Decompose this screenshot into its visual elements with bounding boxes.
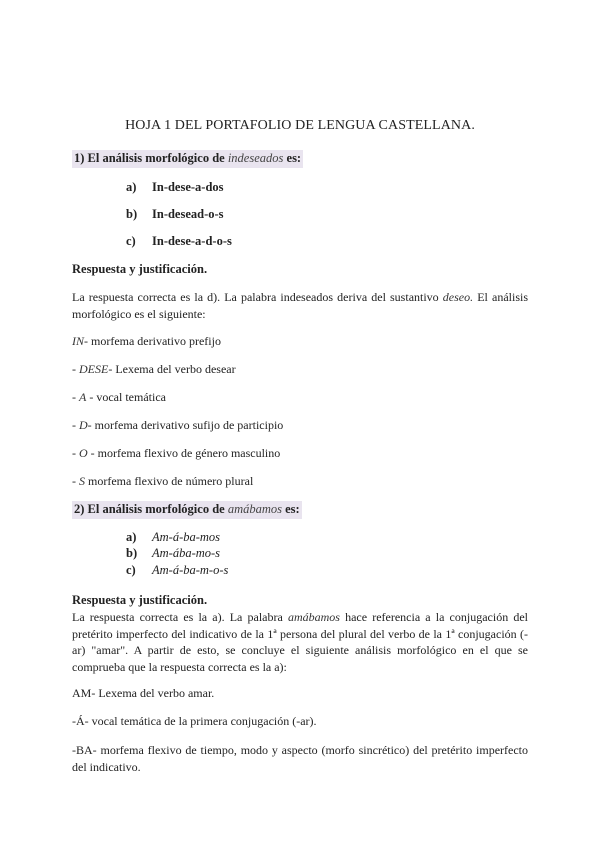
- option-text: Am-á-ba-m-o-s: [152, 563, 229, 577]
- analysis-line: [72, 418, 283, 433]
- analysis-morph: D: [79, 418, 88, 432]
- answer-intro-word: deseo.: [442, 290, 474, 304]
- question-2-option-b: [126, 546, 220, 561]
- analysis-desc: - morfema flexivo de género masculino: [87, 446, 281, 460]
- question-2-option-c: [126, 563, 228, 578]
- option-letter: a): [126, 530, 137, 544]
- option-letter: c): [126, 563, 136, 577]
- answer-text-2: hace referencia a la conjugación del pretérito imperfecto del indicativo de la 1ª persona del plural del verbo de la 1ª conjugación (-ar) "amar". A partir de esto, se concluye el siguiente análisis morfológico en el que se comprueba que la respuesta correcta es la a):: [72, 610, 528, 674]
- question-2-suffix: es:: [282, 502, 300, 516]
- question-1-answer-intro: [72, 289, 528, 322]
- analysis-pre: -: [72, 418, 79, 432]
- analysis-line: [72, 474, 253, 489]
- option-text: Am-á-ba-mos: [152, 530, 221, 544]
- option-text: In-dese-a-dos: [152, 180, 224, 194]
- analysis-line: [72, 334, 221, 349]
- question-1-option-b: [126, 207, 224, 222]
- analysis-morph: IN: [72, 334, 84, 348]
- analysis-line: -BA- morfema flexivo de tiempo, modo y aspecto (morfo sincrético) del pretérito imperfecto del indicativo.: [72, 743, 528, 774]
- analysis-line: -Á- vocal temática de la primera conjugación (-ar).: [72, 714, 317, 728]
- analysis-desc: - morfema derivativo prefijo: [84, 334, 221, 348]
- analysis-morph: DESE: [79, 362, 109, 376]
- analysis-line: AM- Lexema del verbo amar.: [72, 686, 215, 700]
- question-1-option-c: [126, 234, 232, 249]
- question-1-prefix: 1) El análisis morfológico de: [74, 151, 228, 165]
- option-letter: b): [126, 546, 138, 560]
- analysis-pre: -: [72, 390, 79, 404]
- analysis-pre: -: [72, 446, 79, 460]
- analysis-line: [72, 362, 236, 377]
- question-2-heading: [72, 501, 302, 519]
- question-2-option-a: [126, 530, 220, 545]
- analysis-line: [72, 390, 166, 405]
- answer-word: amábamos: [287, 610, 340, 624]
- analysis-morph: O: [79, 446, 88, 460]
- question-1-suffix: es:: [283, 151, 302, 165]
- question-1-word: indeseados: [227, 151, 284, 165]
- option-text: Am-ába-mo-s: [152, 546, 221, 560]
- analysis-line: [72, 446, 280, 461]
- answer-intro-text-2: El análisis morfológico es el siguiente:: [72, 290, 528, 321]
- question-2-word: amábamos: [227, 502, 282, 516]
- question-2-answer-text: [72, 609, 528, 675]
- option-letter: b): [126, 207, 138, 221]
- option-letter: a): [126, 180, 137, 194]
- analysis-morph: A: [79, 390, 87, 404]
- question-1-answer-heading: Respuesta y justificación.: [72, 262, 208, 276]
- analysis-morph: S: [79, 474, 85, 488]
- analysis-desc: morfema flexivo de número plural: [85, 474, 254, 488]
- question-2-answer-heading: Respuesta y justificación.: [72, 593, 208, 607]
- analysis-desc: - Lexema del verbo desear: [108, 362, 236, 376]
- answer-text: La respuesta correcta es la a). La palabra: [72, 610, 288, 624]
- page-title: HOJA 1 DEL PORTAFOLIO DE LENGUA CASTELLANA.: [125, 118, 475, 133]
- analysis-desc: - morfema derivativo sufijo de participio: [87, 418, 284, 432]
- option-text: In-desead-o-s: [152, 207, 224, 221]
- question-1-heading: [72, 150, 303, 168]
- answer-intro-text: La respuesta correcta es la d). La palabra indeseados deriva del sustantivo: [72, 290, 443, 304]
- question-2-prefix: 2) El análisis morfológico de: [74, 502, 228, 516]
- analysis-desc: - vocal temática: [86, 390, 166, 404]
- analysis-pre: -: [72, 474, 79, 488]
- question-1-option-a: [126, 180, 224, 195]
- option-text: In-dese-a-d-o-s: [152, 234, 232, 248]
- option-letter: c): [126, 234, 136, 248]
- analysis-pre: -: [72, 362, 79, 376]
